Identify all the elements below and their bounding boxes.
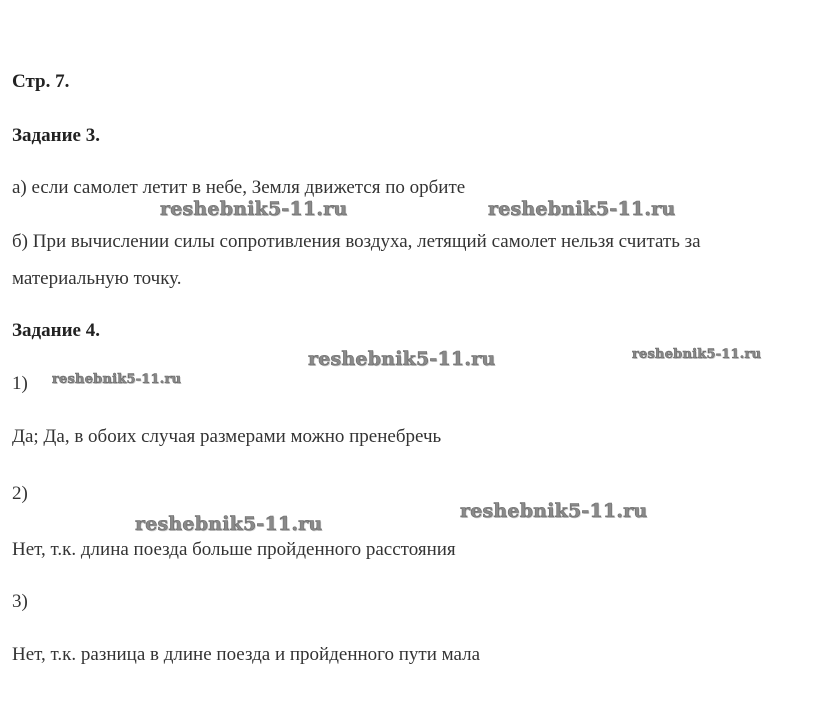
watermark: reshebnik5-11.ru (632, 347, 762, 362)
watermark: reshebnik5-11.ru (460, 500, 648, 522)
task-4-title: Задание 4. (12, 320, 100, 341)
task-4-item-2-answer: Нет, т.к. длина поезда больше пройденного расстояния (12, 539, 456, 560)
watermark: reshebnik5-11.ru (160, 198, 348, 220)
watermark: reshebnik5-11.ru (308, 348, 496, 370)
task-4-item-3-answer: Нет, т.к. разница в длине поезда и пройденного пути мала (12, 644, 481, 665)
task-3-answer-b-line-1: б) При вычислении силы сопротивления воздуха, летящий самолет нельзя считать за (12, 231, 701, 252)
task-4-item-1-label: 1) (12, 373, 28, 394)
task-4-item-1-answer: Да; Да, в обоих случая размерами можно пренебречь (12, 426, 442, 447)
task-4-item-2-label: 2) (12, 483, 28, 504)
page-number: Стр. 7. (12, 71, 70, 92)
task-4-item-3-label: 3) (12, 591, 28, 612)
watermark: reshebnik5-11.ru (135, 513, 323, 535)
task-3-answer-a: а) если самолет летит в небе, Земля движется по орбите (12, 177, 466, 198)
watermark: reshebnik5-11.ru (52, 372, 182, 387)
watermark: reshebnik5-11.ru (488, 198, 676, 220)
task-3-title: Задание 3. (12, 125, 100, 146)
task-3-answer-b-line-2: материальную точку. (12, 268, 182, 289)
